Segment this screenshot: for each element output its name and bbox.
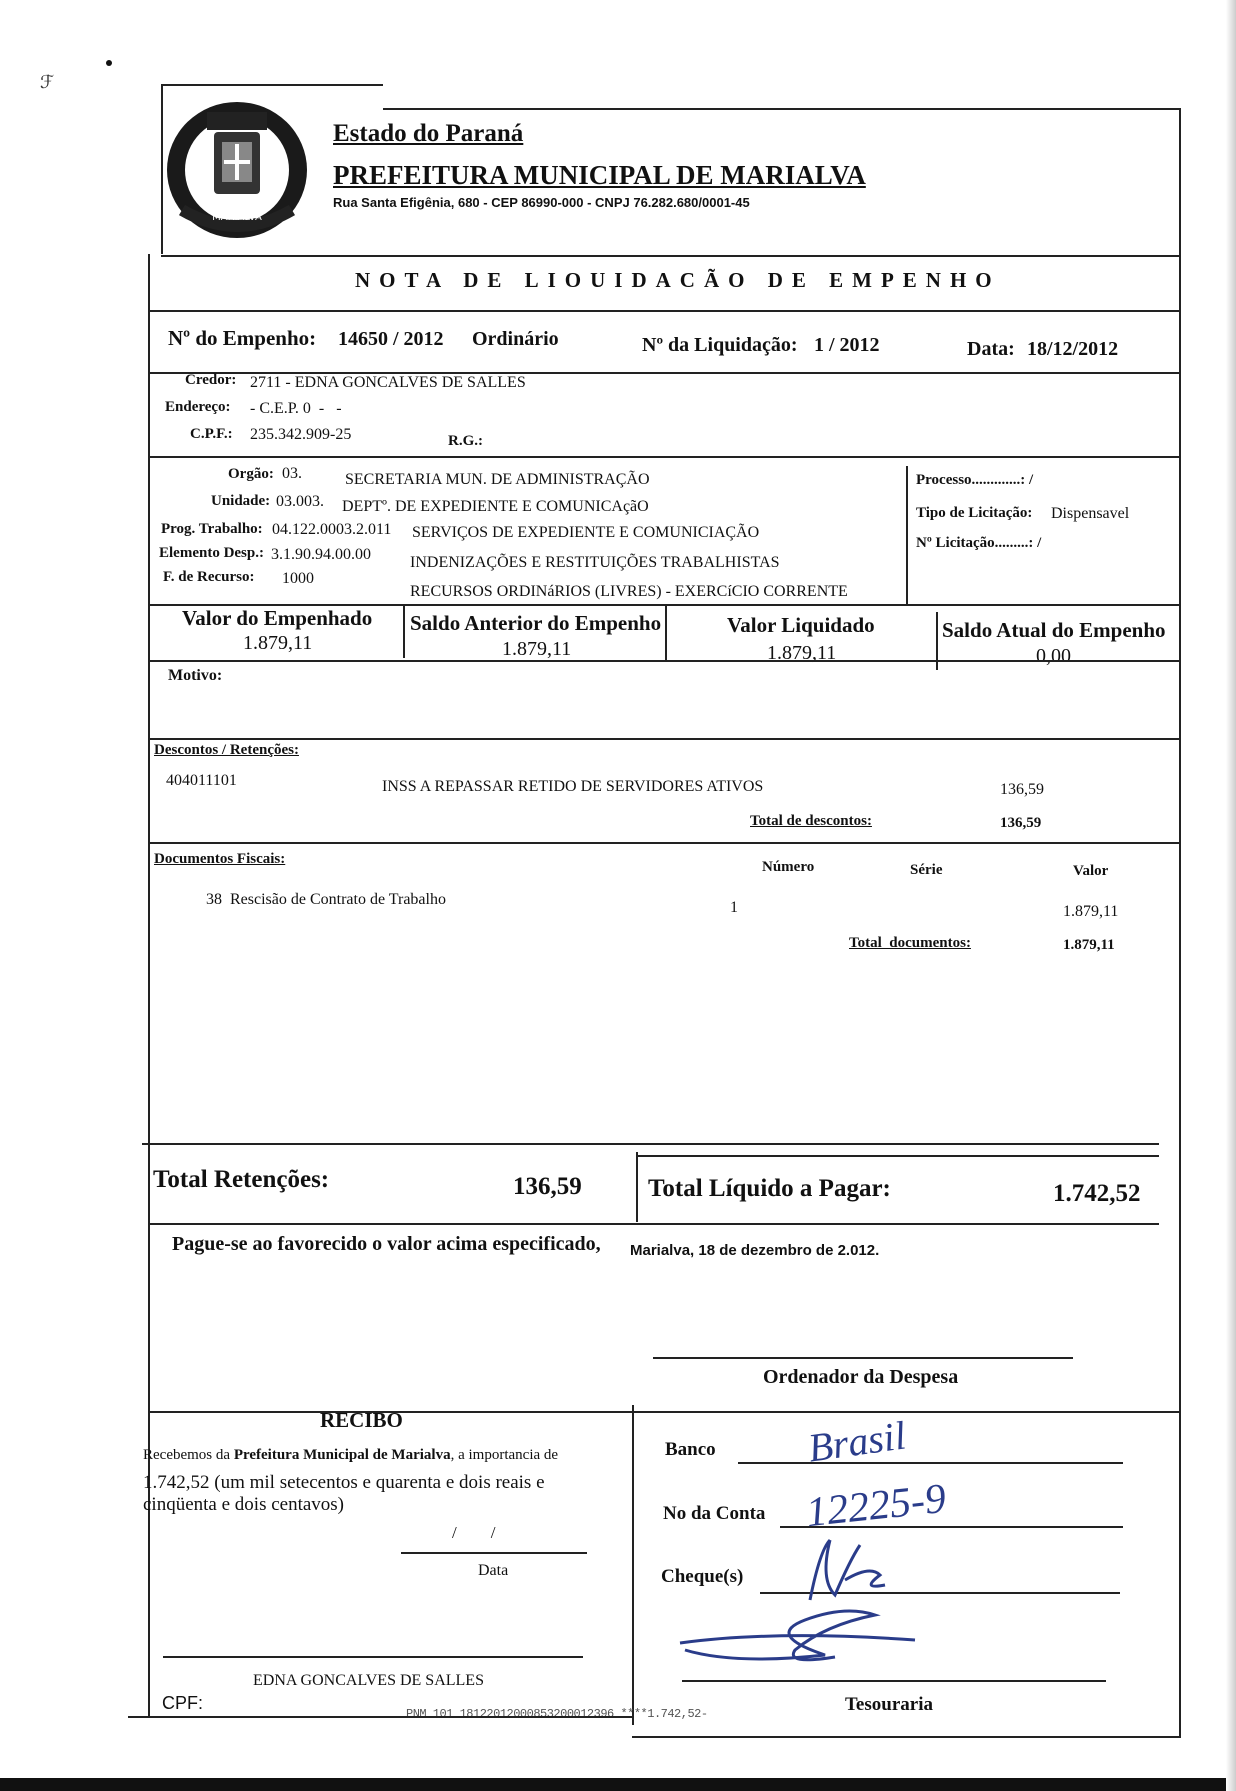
banco-line [738, 1462, 1123, 1464]
frame-right [1179, 108, 1181, 1738]
pague-place-date: Marialva, 18 de dezembro de 2.012. [630, 1242, 880, 1259]
total-descontos-label: Total de descontos: [750, 813, 872, 829]
recibo-footer-code: PNM 101 18122012000853200012396 ****1.742,52- [406, 1707, 708, 1721]
cheque-label: Cheque(s) [661, 1566, 744, 1587]
tipo-licitacao-value: Dispensavel [1051, 505, 1130, 522]
recibo-text-bold: Prefeitura Municipal de Marialva [233, 1447, 451, 1463]
doc-item-desc: 38 Rescisão de Contrato de Trabalho [206, 891, 446, 908]
recibo-cpf-label: CPF: [162, 1693, 204, 1713]
endereco-value: - C.E.P. 0 - - [250, 400, 342, 417]
doc-item-valor: 1.879,11 [1063, 903, 1119, 920]
total-documentos-value: 1.879,11 [1063, 937, 1115, 953]
recibo-text-pre: Recebemos da [143, 1447, 234, 1463]
liquidacao-label: Nº da Liquidação: [642, 334, 798, 356]
prefecture-name: PREFEITURA MUNICIPAL DE MARIALVA [333, 160, 866, 190]
tipo-licitacao-label: Tipo de Licitação: [916, 505, 1033, 521]
saldo-atual-value: 0,00 [1036, 645, 1071, 667]
empenhado-value: 1.879,11 [243, 632, 313, 654]
orgao-desc: SECRETARIA MUN. DE ADMINISTRAÇÃO [345, 471, 650, 488]
elemento-desc: INDENIZAÇÕES E RESTITUIÇÕES TRABALHISTAS [410, 554, 780, 571]
doc-item-numero: 1 [730, 899, 738, 916]
recibo-amount-text: 1.742,52 (um mil setecentos e quarenta e dois reais e cinqüenta e dois centavos) [143, 1472, 545, 1515]
recibo-top-line [148, 1411, 1179, 1413]
saldo-atual-label: Saldo Atual do Empenho [942, 618, 1166, 642]
orgao-code: 03. [282, 465, 302, 482]
pague-text: Pague-se ao favorecido o valor acima especificado, [172, 1233, 601, 1255]
recibo-text [143, 1447, 558, 1464]
descontos-title: Descontos / Retenções: [154, 742, 299, 758]
date-label: Data: [967, 338, 1015, 360]
unidade-label: Unidade: [211, 493, 271, 509]
total-retencoes-label: Total Retenções: [153, 1166, 330, 1193]
prog-label: Prog. Trabalho: [161, 521, 263, 537]
ordenador-signature-line [653, 1357, 1073, 1359]
prog-desc: SERVIÇOS DE EXPEDIENTE E COMUNICIAÇÃO [412, 524, 760, 541]
saldo-anterior-label: Saldo Anterior do Empenho [410, 611, 662, 635]
scan-bottom-edge [0, 1778, 1236, 1791]
empenhado-label: Valor do Empenhado [182, 606, 373, 630]
descontos-bottom-line [148, 842, 1179, 844]
doc-title: NOTA DE LIOUIDACÃO DE EMPENHO [355, 268, 1001, 292]
scan-dot [106, 60, 112, 66]
prefecture-address: Rua Santa Efigênia, 680 - CEP 86990-000 - CNPJ 76.282.680/0001-45 [333, 195, 750, 210]
total-descontos-value: 136,59 [1000, 815, 1042, 831]
cpf-value: 235.342.909-25 [250, 426, 352, 443]
valores-bottom-line [148, 660, 1179, 662]
orgao-label: Orgão: [228, 466, 274, 482]
elemento-code: 3.1.90.94.00.00 [271, 546, 371, 563]
credor-bottom-line [148, 456, 1179, 458]
scan-right-edge [1226, 0, 1236, 1791]
saldo-anterior-value: 1.879,11 [502, 638, 572, 660]
endereco-label: Endereço: [165, 399, 231, 415]
recibo-title: RECIBO [320, 1408, 403, 1432]
motivo-bottom-line [148, 738, 1179, 740]
processo: Processo.............: / [916, 472, 1034, 488]
valores-divider-1 [403, 606, 405, 658]
documentos-title: Documentos Fiscais: [154, 851, 286, 867]
n-licitacao: Nº Licitação.........: / [916, 535, 1042, 551]
tesouraria-label: Tesouraria [845, 1694, 933, 1715]
credor-value: 2711 - EDNA GONCALVES DE SALLES [250, 374, 526, 391]
empenho-label: Nº do Empenho: [168, 326, 317, 350]
valores-divider-2 [665, 606, 667, 662]
total-documentos-label: Total documentos: [849, 935, 971, 951]
prog-code: 04.122.0003.2.011 [272, 521, 392, 538]
date-value: 18/12/2012 [1027, 338, 1119, 360]
doc-header-serie: Série [910, 862, 943, 878]
total-retencoes-value: 136,59 [513, 1173, 582, 1200]
motivo-label: Motivo: [168, 667, 223, 684]
liquidacao-number: 1 / 2012 [814, 334, 880, 356]
recibo-divider [632, 1405, 634, 1725]
title-top-line [161, 255, 1179, 257]
desconto-code: 404011101 [166, 772, 237, 789]
scan-mark: ℱ [40, 72, 55, 92]
total-liquido-value: 1.742,52 [1053, 1180, 1141, 1207]
empenho-number: 14650 / 2012 [338, 328, 444, 350]
title-bottom-line [148, 310, 1179, 312]
cpf-label: C.P.F.: [190, 426, 233, 442]
recibo-date-slashes: / / [452, 1523, 496, 1542]
recibo-bottom-line [128, 1716, 634, 1718]
svg-text:MARIALVA: MARIALVA [212, 212, 262, 223]
total-liquido-label: Total Líquido a Pagar: [648, 1175, 891, 1202]
recurso-code: 1000 [282, 570, 314, 587]
processo-divider [906, 466, 908, 606]
credor-label: Credor: [185, 372, 237, 388]
unidade-code: 03.003. [276, 493, 324, 510]
tesouraria-line [682, 1680, 1106, 1682]
banco-label: Banco [665, 1439, 716, 1460]
unidade-desc: DEPTº. DE EXPEDIENTE E COMUNICAçãO [342, 498, 649, 515]
totais-right-top [636, 1155, 1159, 1157]
frame-top [163, 84, 383, 86]
recibo-text-post: , a importancia de [450, 1447, 559, 1463]
recibo-date-line [401, 1552, 587, 1554]
desconto-desc: INSS A REPASSAR RETIDO DE SERVIDORES ATIVOS [382, 778, 764, 795]
recurso-label: F. de Recurso: [163, 569, 255, 585]
frame-top-right [383, 108, 1180, 110]
elemento-label: Elemento Desp.: [159, 545, 264, 561]
totais-divider [636, 1152, 638, 1222]
recibo-date-label: Data [478, 1562, 509, 1579]
doc-header-numero: Número [762, 859, 815, 875]
ordenador-label: Ordenador da Despesa [763, 1366, 959, 1388]
liquidado-label: Valor Liquidado [727, 613, 875, 637]
conta-handwritten: 12225-9 [803, 1475, 949, 1537]
totais-top-line [142, 1143, 1159, 1145]
recibo-signature-line [163, 1656, 583, 1658]
state-name: Estado do Paraná [333, 120, 524, 147]
totais-bottom-line [148, 1223, 1159, 1225]
banco-handwritten: Brasil [805, 1412, 909, 1471]
conta-label: No da Conta [663, 1503, 766, 1524]
rg-label: R.G.: [448, 433, 483, 449]
frame-bottom-right [632, 1736, 1181, 1738]
coat-of-arms-seal [162, 92, 312, 242]
liquidado-value: 1.879,11 [767, 642, 837, 664]
empenho-type: Ordinário [472, 328, 559, 350]
recurso-desc: RECURSOS ORDINáRIOS (LIVRES) - EXERCíCIO CORRENTE [410, 583, 848, 600]
recibo-name: EDNA GONCALVES DE SALLES [253, 1672, 484, 1689]
desconto-value: 136,59 [1000, 781, 1044, 798]
tesouraria-signature [675, 1595, 975, 1675]
doc-header-valor: Valor [1073, 863, 1109, 879]
